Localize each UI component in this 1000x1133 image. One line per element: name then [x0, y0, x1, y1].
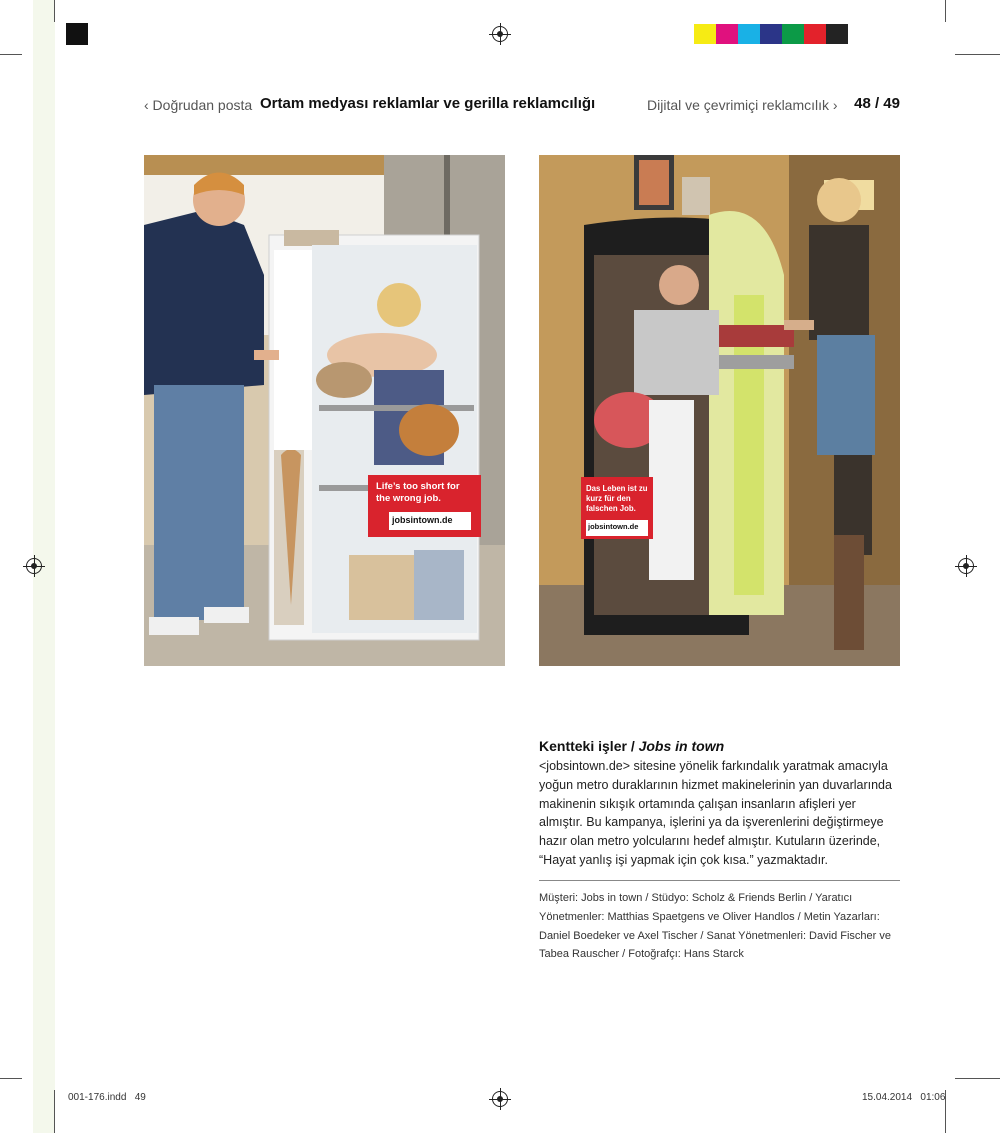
photo-ice-cream-illustration	[144, 155, 505, 666]
caption-title-italic: Jobs in town	[638, 738, 725, 754]
crop-mark	[0, 1078, 22, 1079]
nav-next-link[interactable]: Dijital ve çevrimiçi reklamcılık ›	[647, 97, 838, 113]
nav-prev-link[interactable]: ‹ Doğrudan posta	[144, 97, 253, 113]
slug-date: 15.04.2014 01:06	[862, 1092, 946, 1103]
ad-logo: jobsintown.de	[392, 515, 453, 525]
crop-mark	[955, 54, 1000, 55]
caption-title	[539, 738, 724, 754]
crop-mark	[955, 1078, 1000, 1079]
crop-mark	[945, 0, 946, 22]
registration-mark	[958, 558, 974, 574]
caption-body: <jobsintown.de> sitesine yönelik farkındalık yaratmak amacıyla yoğun metro duraklarının hizmet makinelerinin yan duvarlarında makinenin sıkışık ortamında çalışan insanların afişleri yer almıştır. Bu kampanya, işlerini ya da işverenlerini değiştirmeye hazır olan metro yolcularını hedef almıştır. Kutuların üzerinde, “Hayat yanlış işi yapmak için çok kısa.” yazmaktadır.	[539, 759, 892, 867]
nav-current-section: Ortam medyası reklamlar ve gerilla reklamcılığı	[260, 95, 596, 112]
crop-mark	[54, 0, 55, 22]
swatch-yellow	[694, 24, 716, 44]
ad-text: Das Leben ist zu kurz für den falschen Job.	[586, 484, 648, 513]
swatch-blue	[760, 24, 782, 44]
swatch-black	[826, 24, 848, 44]
crop-mark	[0, 54, 22, 55]
swatch-red	[804, 24, 826, 44]
photo-jukebox-illustration	[539, 155, 900, 666]
page-numbers: 48 / 49	[854, 95, 900, 112]
crop-mark	[54, 1090, 55, 1133]
ad-logo: jobsintown.de	[588, 522, 639, 531]
caption-title-plain: Kentteki işler /	[539, 738, 639, 754]
swatch-magenta	[716, 24, 738, 44]
swatch-green	[782, 24, 804, 44]
registration-mark	[492, 1091, 508, 1107]
color-bar	[694, 24, 848, 44]
swatch-cyan	[738, 24, 760, 44]
ad-text: Life’s too short for the wrong job.	[376, 481, 460, 504]
caption-divider	[539, 880, 900, 881]
caption-credits: Müşteri: Jobs in town / Stüdyo: Scholz & Friends Berlin / Yaratıcı Yönetmenler: Matthias Spaetgens ve Oliver Handlos / Metin Yazarları: Daniel Boedeker ve Axel Tischer / Sanat Yönetmenleri: David Fischer ve Tabea Rauscher / Fotoğrafçı: Hans Starck	[539, 892, 891, 961]
registration-mark	[26, 558, 42, 574]
photo-jukebox	[539, 155, 900, 666]
running-header	[144, 95, 900, 117]
slug-file: 001-176.indd 49	[68, 1092, 146, 1103]
photo-ice-cream-machine	[144, 155, 505, 666]
registration-mark	[492, 26, 508, 42]
registration-square	[66, 23, 88, 45]
